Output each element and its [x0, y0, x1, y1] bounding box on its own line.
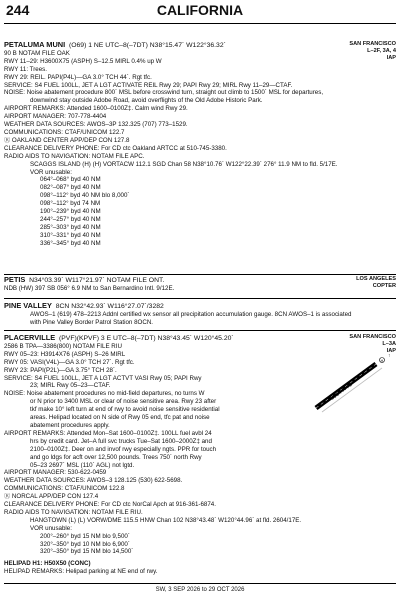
entry-line: 336°–345° byd 40 NM: [40, 239, 101, 247]
page-number: 244: [6, 2, 30, 18]
entry-line: RADIO AIDS TO NAVIGATION: NOTAM FILE APC.: [4, 152, 145, 160]
entry-line: RWY 05: VASI(V4L)—GA 3.0° TCH 27´. Rgt tfc.: [4, 358, 135, 366]
entry-line: with Pine Valley Border Patrol Station 8OCN.: [30, 318, 154, 326]
iap-link[interactable]: IAP: [386, 348, 396, 354]
ndb-line: NDB (HW) 397 SB 056° 6.9 NM to San Bernardino Intl. 9/12E.: [4, 284, 175, 292]
region-label: SAN FRANCISCO: [349, 334, 396, 340]
fix-name[interactable]: PETIS: [4, 276, 26, 284]
entry-line: 2586 B TPA—3386(800) NOTAM FILE RIU: [4, 342, 122, 350]
entry-lines: [4, 311, 396, 327]
entry-line: 90 B NOTAM FILE OAK: [4, 49, 70, 57]
entry-divider: [4, 274, 396, 275]
entry-name[interactable]: PINE VALLEY: [4, 302, 52, 310]
entry-line: 064°–068° byd 40 NM: [40, 176, 101, 184]
helipad-title: HELIPAD H1: H50X50 (CONC): [4, 560, 91, 568]
entry-line: AIRPORT MANAGER: 707-778-4404: [4, 113, 107, 121]
entry-line: RWY 11: Trees.: [4, 65, 47, 73]
entry-line: AIRPORT REMARKS: Attended 1600–0100Z‡. Calm wind Rwy 29.: [4, 105, 188, 113]
entry-info: 8CN N32°42.93´ W116°27.07´/3282: [55, 303, 164, 310]
entry-line: 082°–087° byd 40 NM: [40, 184, 101, 192]
entry-line: AIRPORT REMARKS: Attended Mon–Sat 1600–0100Z‡. 100LL fuel avbl 24: [4, 429, 212, 437]
entry-title: [4, 302, 396, 311]
airport-info: (PVF)(KPVF) 3 E UTC–8(–7DT) N38°43.45´ W120°45.20´: [58, 335, 234, 342]
entry-divider: [4, 330, 396, 331]
footer-rule: [4, 583, 396, 584]
fix-title: [4, 276, 396, 285]
entry-line: COMMUNICATIONS: CTAF/UNICOM 122.8: [4, 485, 125, 493]
entry-line: HANGTOWN (L) (L) VORW/DME 115.5 HNW Chan 102 N38°43.48´ W120°44.96´ at fld. 2604/17E.: [30, 516, 302, 524]
entry-line: or N prior to 3400 MSL or clear of noise sensitive area. Rwy 23 after: [30, 398, 217, 406]
region-label: SAN FRANCISCO: [349, 41, 396, 47]
entry-line: AWOS–1 (619) 478–2213 Addnl certified wx sensor all precipitation accumulation gauge. 8CN AWOS–1 is associated: [30, 310, 352, 318]
entry-line: 320°–350° byd 10 NM blo 6,900´: [40, 540, 130, 548]
entry-line: WEATHER DATA SOURCES: AWOS–3 128.125 (530) 622-5698.: [4, 477, 183, 485]
fix-entry-petis: [4, 276, 396, 293]
entry-line: 190°–239° byd 40 NM: [40, 208, 101, 216]
taxiway: [322, 368, 382, 412]
fix-info: N34°03.39´ W117°21.97´ NOTAM FILE ONT.: [29, 277, 165, 284]
chart-label: COPTER: [372, 283, 396, 289]
entry-line: hrs by credit card. Jet–A full svc trucks Tue–Sat 1600–2000Z‡ and: [30, 437, 212, 445]
entry-line: VOR unusable:: [30, 168, 72, 176]
runway-label: 3914 X 76: [329, 382, 354, 402]
svg-text:H: H: [380, 358, 384, 363]
entry-line: Ⓡ NORCAL APP/DEP CON 127.4: [4, 493, 99, 501]
entry-line: 23; MIRL Rwy 05–23—CTAF.: [30, 382, 111, 390]
airport-info: (O69) 1 NE UTC–8(–7DT) N38°15.47´ W122°36.32´: [68, 42, 226, 49]
entry-line: Ⓡ OAKLAND CENTER APP/DEP CON 127.8: [4, 136, 130, 144]
entry-line: 05–23 2697´ MSL (110´ AGL) not lgtd.: [30, 461, 135, 469]
north-arrow-icon: ↑: [388, 353, 391, 359]
region-block: [356, 276, 396, 290]
entry-line: SERVICE: S4 FUEL 100LL, JET A LGT ACTIVATE REIL Rwy 29; PAPI Rwy 29; MIRL Rwy 11–29—CTAF.: [4, 81, 293, 89]
entry-line: 244°–257° byd 40 NM: [40, 215, 101, 223]
entry-line: NOISE: Noise abatement procedures no mid-field departures, no turns W: [4, 390, 205, 398]
entry-line: 2100–0100Z‡. Deer on and invof rwy especially ngts. PPR for touch: [30, 445, 217, 453]
header-rule: [4, 23, 396, 24]
entry-line: SCAGGS ISLAND (H) (H) VORTACW 112.1 SGD Chan 58 N38°10.76´ W122°22.39´ 276° 11.9 NM to fld. 5/17E.: [30, 160, 338, 168]
entry-line: WEATHER DATA SOURCES: AWOS–3P 132.325 (707) 773–1529.: [4, 121, 188, 129]
entry-line: 098°–112° byd 74 NM: [40, 200, 101, 208]
entry-line: abatement procedures apply.: [30, 421, 110, 429]
airport-diagram: [302, 350, 396, 430]
entry-line: tkf make 10° left turn at end of rwy to avoid noise sensitive residential: [30, 406, 220, 414]
entry-line: 320°–350° byd 15 NM blo 14,500´: [40, 548, 134, 556]
airport-entry-petaluma: [4, 41, 396, 248]
entry-line: 285°–303° byd 40 NM: [40, 223, 101, 231]
chart-label: L–3A: [382, 341, 396, 347]
entry-line: 200°–260° byd 15 NM blo 9,500´: [40, 532, 130, 540]
entry-line: RWY 23: PAPI(P2L)—GA 3.75° TCH 28´.: [4, 366, 117, 374]
entry-line: RWY 05–23: H3914X76 (ASPH) S–26 MIRL: [4, 350, 126, 358]
airport-title: [4, 334, 396, 343]
state-title: CALIFORNIA: [156, 2, 244, 18]
footer-text: SW, 3 SEP 2026 to 29 OCT 2026: [155, 587, 245, 593]
entry-line: COMMUNICATIONS: CTAF/UNICOM 122.7: [4, 128, 125, 136]
helipad-remark: HELIPAD REMARKS: Helipad parking at NE end of rwy.: [4, 568, 158, 576]
entry-line: SERVICE: S4 FUEL 100LL, JET A LGT ACTVT VASI Rwy 05; PAPI Rwy: [4, 374, 202, 382]
entry-line: RWY 29: REIL. PAPI(P4L)—GA 3.0° TCH 44´. Rgt tfc.: [4, 73, 152, 81]
entry-lines: [4, 50, 396, 248]
entry-line: CLEARANCE DELIVERY PHONE: For CD ctc Oakland ARTCC at 510-745-3380.: [4, 144, 227, 152]
entry-line: VOR unusable:: [30, 524, 72, 532]
entry-line: AIRPORT MANAGER: 530-622-0459: [4, 469, 107, 477]
region-block: [349, 41, 396, 62]
entry-line: downwind stay outside Adobe Road, avoid overflights of the Old Adobe Historic Park.: [30, 97, 263, 105]
iap-link[interactable]: IAP: [386, 55, 396, 61]
page-header: [0, 0, 400, 24]
chart-label: L–2F, 3A, 4: [367, 48, 396, 54]
airport-name[interactable]: PETALUMA MUNI: [4, 41, 66, 49]
entry-line: NOISE: Noise abatement procedure 800´ MSL before crosswind turn, straight out climb to 1500´ MSL for departures,: [4, 89, 324, 97]
entry-line: RWY 11–29: H3600X75 (ASPH) S–12.5 MIRL 0.4% up W: [4, 57, 162, 65]
entry-line: CLEARANCE DELIVERY PHONE: For CD ctc NorCal Apch at 916-361-6874.: [4, 501, 216, 509]
entry-divider: [4, 298, 396, 299]
entry-pine-valley: [4, 302, 396, 327]
entry-line: areas. Helipad located on N side of Rwy 05 end, tfc pat and noise: [30, 414, 210, 422]
entry-line: 098°–112° byd 40 NM blo 8,000´: [40, 192, 130, 200]
region-label: LOS ANGELES: [356, 276, 396, 282]
entry-line: and go ldgs for acft over 12,500 pounds. Trees 750´ north Rwy: [30, 453, 202, 461]
airport-title: [4, 41, 396, 50]
airport-name[interactable]: PLACERVILLE: [4, 334, 56, 342]
entry-line: RADIO AIDS TO NAVIGATION: NOTAM FILE RIU.: [4, 508, 143, 516]
entry-line: 310°–331° byd 40 NM: [40, 231, 101, 239]
